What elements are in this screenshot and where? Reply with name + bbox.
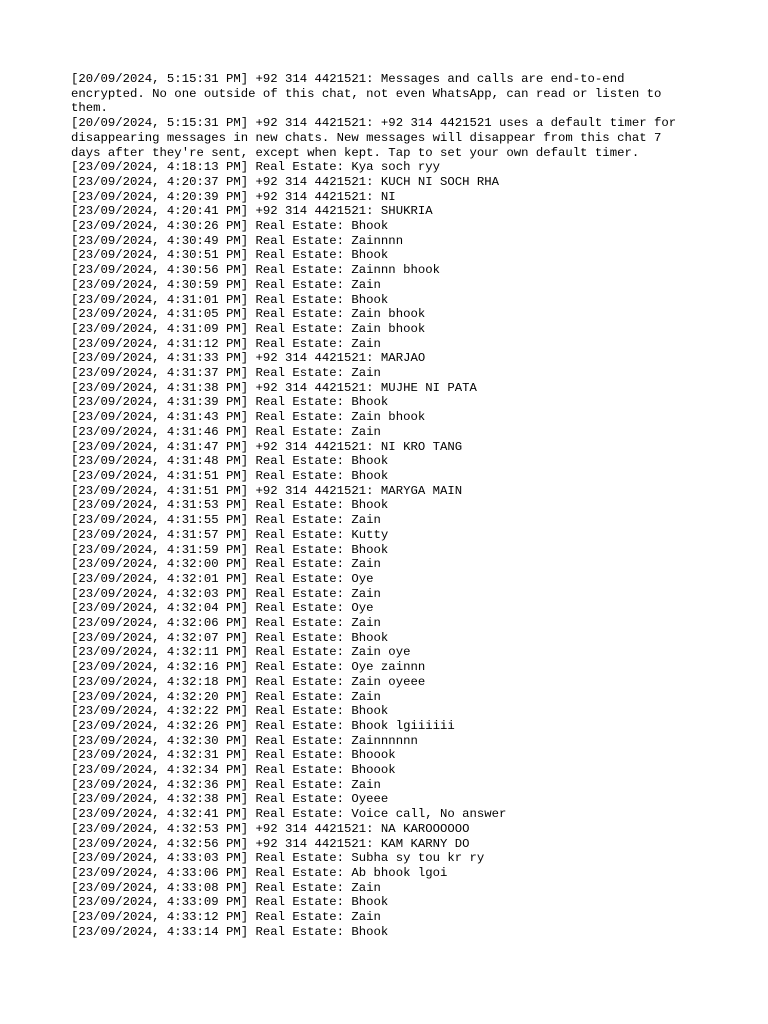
chat-message-line: [23/09/2024, 4:32:01 PM] Real Estate: Oye (71, 571, 374, 586)
chat-message-line: [23/09/2024, 4:32:31 PM] Real Estate: Bhoook (71, 748, 396, 763)
chat-message-line: [23/09/2024, 4:32:11 PM] Real Estate: Zain oye (71, 645, 411, 660)
chat-message-line: [23/09/2024, 4:33:08 PM] Real Estate: Zain (71, 880, 381, 895)
chat-message-line: [23/09/2024, 4:32:07 PM] Real Estate: Bhook (71, 630, 389, 645)
chat-message-line: [23/09/2024, 4:32:16 PM] Real Estate: Oye zainnn (71, 660, 426, 675)
chat-message-line: [23/09/2024, 4:31:05 PM] Real Estate: Zain bhook (71, 307, 426, 322)
chat-message-line: [23/09/2024, 4:31:39 PM] Real Estate: Bhook (71, 395, 389, 410)
chat-message-line: [23/09/2024, 4:32:36 PM] Real Estate: Zain (71, 777, 381, 792)
chat-message-line: [23/09/2024, 4:32:22 PM] Real Estate: Bhook (71, 704, 389, 719)
chat-message-line: [23/09/2024, 4:32:38 PM] Real Estate: Oyeee (71, 792, 389, 807)
chat-message-line: [23/09/2024, 4:33:14 PM] Real Estate: Bhook (71, 924, 389, 939)
chat-message-line: [23/09/2024, 4:31:43 PM] Real Estate: Zain bhook (71, 410, 426, 425)
chat-message-line: [23/09/2024, 4:32:53 PM] +92 314 4421521: NA KAROOOOOO (71, 821, 470, 836)
chat-message-line: [20/09/2024, 5:15:31 PM] +92 314 4421521: +92 314 4421521 uses a default timer for disappearing messages in new chats. New messages will disappear from this chat 7 days after they're sent, except when kept. Tap to set your own default timer. (71, 116, 677, 160)
chat-message-line: [23/09/2024, 4:33:03 PM] Real Estate: Subha sy tou kr ry (71, 851, 485, 866)
chat-message-line: [23/09/2024, 4:32:03 PM] Real Estate: Zain (71, 586, 381, 601)
chat-message-line: [23/09/2024, 4:31:51 PM] Real Estate: Bhook (71, 468, 389, 483)
chat-message-line: [23/09/2024, 4:30:26 PM] Real Estate: Bhook (71, 219, 389, 234)
chat-message-line: [23/09/2024, 4:31:09 PM] Real Estate: Zain bhook (71, 321, 426, 336)
chat-message-line: [23/09/2024, 4:31:01 PM] Real Estate: Bhook (71, 292, 389, 307)
chat-message-line: [23/09/2024, 4:31:55 PM] Real Estate: Zain (71, 513, 381, 528)
chat-message-line: [23/09/2024, 4:31:59 PM] Real Estate: Bhook (71, 542, 389, 557)
chat-message-line: [23/09/2024, 4:32:20 PM] Real Estate: Zain (71, 689, 381, 704)
chat-message-line: [23/09/2024, 4:32:41 PM] Real Estate: Voice call, No answer (71, 807, 507, 822)
chat-message-line: [23/09/2024, 4:32:34 PM] Real Estate: Bhoook (71, 763, 396, 778)
chat-message-line: [23/09/2024, 4:32:56 PM] +92 314 4421521: KAM KARNY DO (71, 836, 470, 851)
chat-message-line: [23/09/2024, 4:31:48 PM] Real Estate: Bhook (71, 454, 389, 469)
chat-message-line: [23/09/2024, 4:32:18 PM] Real Estate: Zain oyeee (71, 674, 426, 689)
chat-message-line: [23/09/2024, 4:30:59 PM] Real Estate: Zain (71, 277, 381, 292)
chat-message-line: [23/09/2024, 4:31:33 PM] +92 314 4421521: MARJAO (71, 351, 426, 366)
chat-message-line: [23/09/2024, 4:30:51 PM] Real Estate: Bhook (71, 248, 389, 263)
chat-message-line: [23/09/2024, 4:32:06 PM] Real Estate: Zain (71, 616, 381, 631)
chat-message-line: [23/09/2024, 4:33:12 PM] Real Estate: Zain (71, 910, 381, 925)
chat-message-line: [20/09/2024, 5:15:31 PM] +92 314 4421521: Messages and calls are end-to-end encrypted. No one outside of this chat, not even WhatsApp, can read or listen to them. (71, 72, 662, 116)
chat-message-line: [23/09/2024, 4:20:39 PM] +92 314 4421521: NI (71, 189, 396, 204)
chat-message-line: [23/09/2024, 4:20:37 PM] +92 314 4421521: KUCH NI SOCH RHA (71, 174, 500, 189)
chat-transcript (71, 72, 701, 939)
chat-message-line: [23/09/2024, 4:32:26 PM] Real Estate: Bhook lgiiiiii (71, 718, 455, 733)
chat-message-line: [23/09/2024, 4:31:57 PM] Real Estate: Kutty (71, 527, 389, 542)
chat-message-line: [23/09/2024, 4:31:37 PM] Real Estate: Zain (71, 366, 381, 381)
chat-message-line: [23/09/2024, 4:31:53 PM] Real Estate: Bhook (71, 498, 389, 513)
chat-message-line: [23/09/2024, 4:31:38 PM] +92 314 4421521: MUJHE NI PATA (71, 380, 477, 395)
chat-message-line: [23/09/2024, 4:33:06 PM] Real Estate: Ab bhook lgoi (71, 865, 448, 880)
chat-message-line: [23/09/2024, 4:31:51 PM] +92 314 4421521: MARYGA MAIN (71, 483, 463, 498)
chat-message-line: [23/09/2024, 4:31:12 PM] Real Estate: Zain (71, 336, 381, 351)
chat-message-line: [23/09/2024, 4:20:41 PM] +92 314 4421521: SHUKRIA (71, 204, 433, 219)
chat-message-line: [23/09/2024, 4:18:13 PM] Real Estate: Kya soch ryy (71, 160, 440, 175)
chat-message-line: [23/09/2024, 4:30:49 PM] Real Estate: Zainnnn (71, 233, 404, 248)
chat-message-line: [23/09/2024, 4:31:47 PM] +92 314 4421521: NI KRO TANG (71, 439, 463, 454)
chat-message-line: [23/09/2024, 4:33:09 PM] Real Estate: Bhook (71, 895, 389, 910)
chat-message-line: [23/09/2024, 4:32:00 PM] Real Estate: Zain (71, 557, 381, 572)
chat-message-line: [23/09/2024, 4:31:46 PM] Real Estate: Zain (71, 424, 381, 439)
chat-message-line: [23/09/2024, 4:30:56 PM] Real Estate: Zainnn bhook (71, 263, 440, 278)
chat-message-line: [23/09/2024, 4:32:30 PM] Real Estate: Zainnnnnn (71, 733, 418, 748)
chat-message-line: [23/09/2024, 4:32:04 PM] Real Estate: Oye (71, 601, 374, 616)
